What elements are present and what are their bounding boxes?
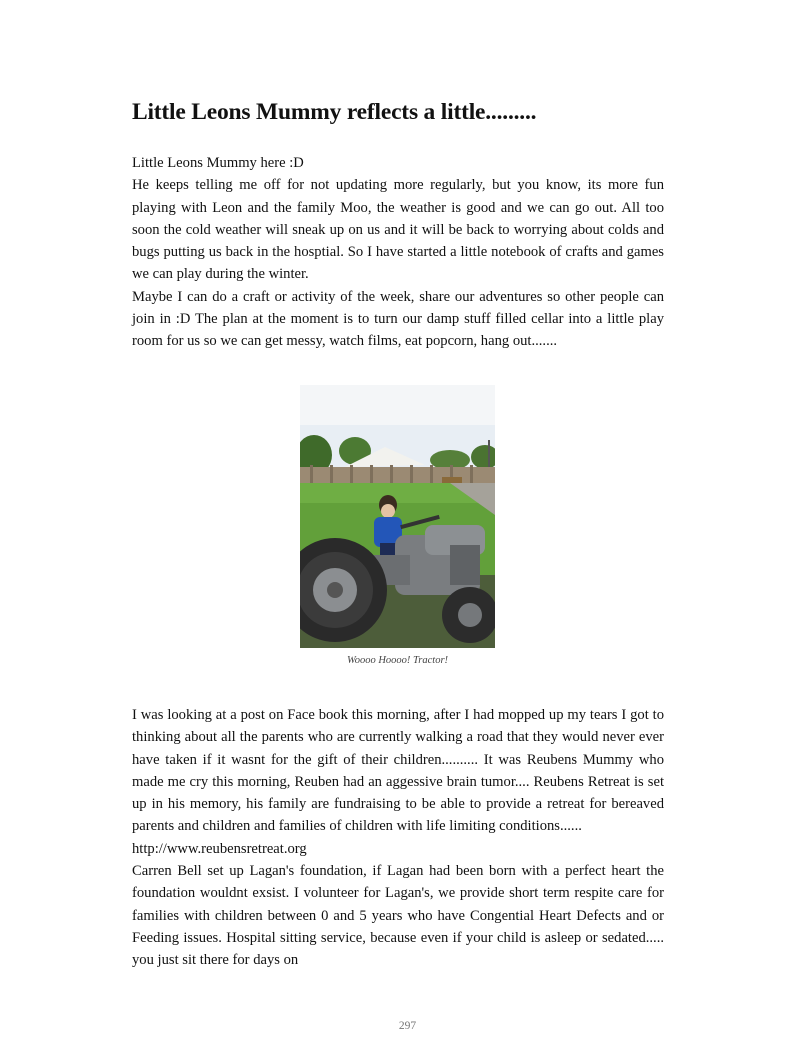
intro-paragraph: Maybe I can do a craft or activity of the week, share our adventures so other people can join in :D The plan at the moment is to turn our damp stuff filled cellar into a little play room for us so we can get messy, watch films, eat popcorn, hang out.......	[132, 288, 664, 350]
post-title: Little Leons Mummy reflects a little.........	[132, 99, 537, 125]
body-text	[132, 704, 664, 972]
intro-paragraph: He keeps telling me off for not updating more regularly, but you know, its more fun playing with Leon and the family Moo, the weather is good and we can go out. All too soon the cold weather will sneak up on us and it will be back to worrying about colds and bugs putting us back in the hosptial. So I have started a little notebook of crafts and games we can play during the winter.	[132, 177, 664, 283]
photo-caption: Woooo Hoooo! Tractor!	[346, 655, 449, 666]
body-paragraph: Carren Bell set up Lagan's foundation, if Lagan had been born with a perfect heart the foundation wouldnt exsist. I volunteer for Lagan's, we provide short term respite care for families with children between 0 and 5 years who have Congential Heart Defects and or Feeding issues. Hospital sitting service, because even if your child is asleep or sedated..... you just sit there for days on	[132, 863, 664, 969]
website-url: http://www.reubensretreat.org	[132, 840, 307, 857]
intro-paragraph: Little Leons Mummy here :D	[132, 155, 304, 171]
page-number: 297	[398, 1020, 417, 1032]
body-paragraph: I was looking at a post on Face book this morning, after I had mopped up my tears I got to thinking about all the parents who are currently walking a road that they would never ever have taken if it wasnt for the gift of their children.......... It was Reubens Mummy who made me cry this morning, Reuben had an aggessive brain tumor.... Reubens Retreat is set up in his memory, his family are fundraising to be able to provide a retreat for bereaved parents and children and families of children with life limiting conditions......	[132, 707, 664, 835]
intro-text	[132, 152, 664, 353]
tractor-photo	[300, 385, 495, 648]
